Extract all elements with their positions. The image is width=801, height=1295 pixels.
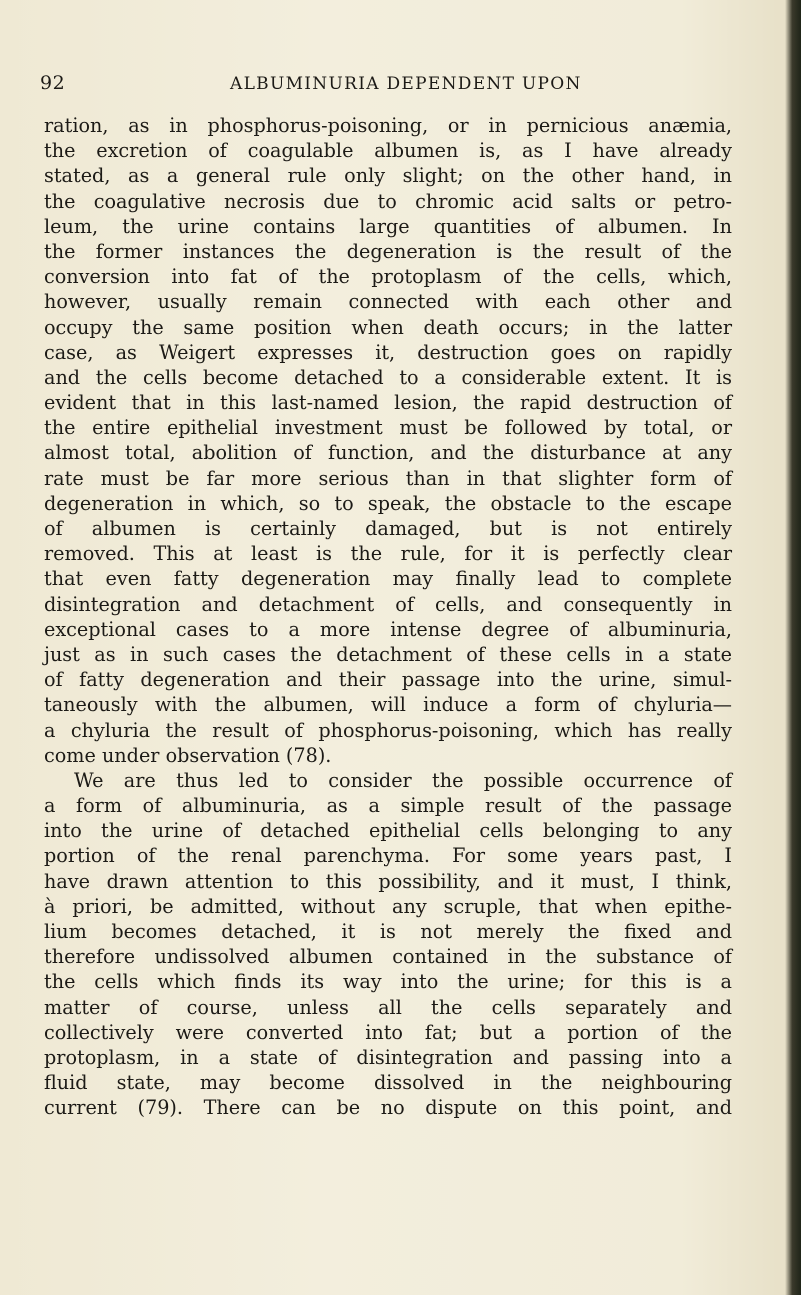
text-line: of albumen is certainly damaged, but is not entirely bbox=[44, 517, 732, 540]
text-line: stated, as a general rule only slight; on the other hand, in bbox=[44, 164, 732, 188]
text-line: just as in such cases the detachment of these cells in a state bbox=[44, 642, 732, 666]
text-line: removed. This at least is the rule, for it is perfectly clear bbox=[44, 542, 732, 566]
text-line: disintegration and detachment of cells, and consequently in bbox=[44, 592, 732, 616]
text-line: of fatty degeneration and their passage into the urine, simul- bbox=[44, 668, 732, 692]
running-head: ALBUMINURIA DEPENDENT UPON bbox=[230, 74, 582, 94]
text-line: occupy the same position when death occurs; in the latter bbox=[44, 315, 732, 339]
text-line: taneously with the albumen, will induce a form of chyluria— bbox=[44, 693, 732, 717]
text-line: the cells which finds its way into the urine; for this is a bbox=[44, 970, 732, 994]
binding-edge bbox=[785, 0, 801, 1295]
text-line: à priori, be admitted, without any scruple, that when epithe- bbox=[44, 894, 732, 918]
text-line: the former instances the degeneration is the result of the bbox=[44, 239, 732, 263]
text-line: the coagulative necrosis due to chromic acid salts or petro- bbox=[44, 189, 732, 213]
text-line: protoplasm, in a state of disintegration and passing into a bbox=[44, 1045, 732, 1069]
body-text bbox=[44, 113, 732, 1121]
page-header bbox=[40, 72, 755, 102]
text-line: case, as Weigert expresses it, destruction goes on rapidly bbox=[44, 340, 732, 364]
text-line: lium becomes detached, it is not merely the fixed and bbox=[44, 920, 732, 943]
text-line: collectively were converted into fat; but a portion of the bbox=[44, 1020, 732, 1044]
text-line: a form of albuminuria, as a simple result of the passage bbox=[44, 794, 732, 818]
text-line: ration, as in phosphorus-poisoning, or in pernicious anæmia, bbox=[44, 114, 732, 137]
text-line: evident that in this last-named lesion, the rapid destruction of bbox=[44, 391, 732, 415]
text-line: conversion into fat of the protoplasm of the cells, which, bbox=[44, 265, 732, 289]
text-line: come under observation (78). bbox=[44, 743, 332, 767]
text-line: a chyluria the result of phosphorus-poisoning, which has really bbox=[44, 718, 732, 742]
text-line: degeneration in which, so to speak, the obstacle to the escape bbox=[44, 491, 732, 515]
text-line: however, usually remain connected with each other and bbox=[44, 290, 732, 314]
text-line: the excretion of coagulable albumen is, as I have already bbox=[44, 139, 732, 163]
text-line: therefore undissolved albumen contained in the substance of bbox=[44, 945, 732, 969]
text-line: and the cells become detached to a considerable extent. It is bbox=[44, 365, 732, 389]
text-line: rate must be far more serious than in that slighter form of bbox=[44, 466, 732, 490]
text-line: We are thus led to consider the possible occurrence of bbox=[74, 768, 732, 792]
text-line: fluid state, may become dissolved in the neighbouring bbox=[44, 1071, 732, 1095]
text-line: current (79). There can be no dispute on this point, and bbox=[44, 1096, 732, 1120]
text-line: exceptional cases to a more intense degree of albuminuria, bbox=[44, 617, 732, 641]
text-line: the entire epithelial investment must be followed by total, or bbox=[44, 416, 732, 440]
text-line: have drawn attention to this possibility, and it must, I think, bbox=[44, 869, 732, 893]
text-line: matter of course, unless all the cells separately and bbox=[44, 995, 732, 1019]
text-line: that even fatty degeneration may finally lead to complete bbox=[44, 567, 732, 591]
text-line: almost total, abolition of function, and the disturbance at any bbox=[44, 441, 732, 465]
text-line: portion of the renal parenchyma. For some years past, I bbox=[44, 844, 732, 868]
text-line: into the urine of detached epithelial cells belonging to any bbox=[44, 819, 732, 843]
text-line: leum, the urine contains large quantities of albumen. In bbox=[44, 214, 732, 238]
page-number: 92 bbox=[40, 72, 66, 94]
